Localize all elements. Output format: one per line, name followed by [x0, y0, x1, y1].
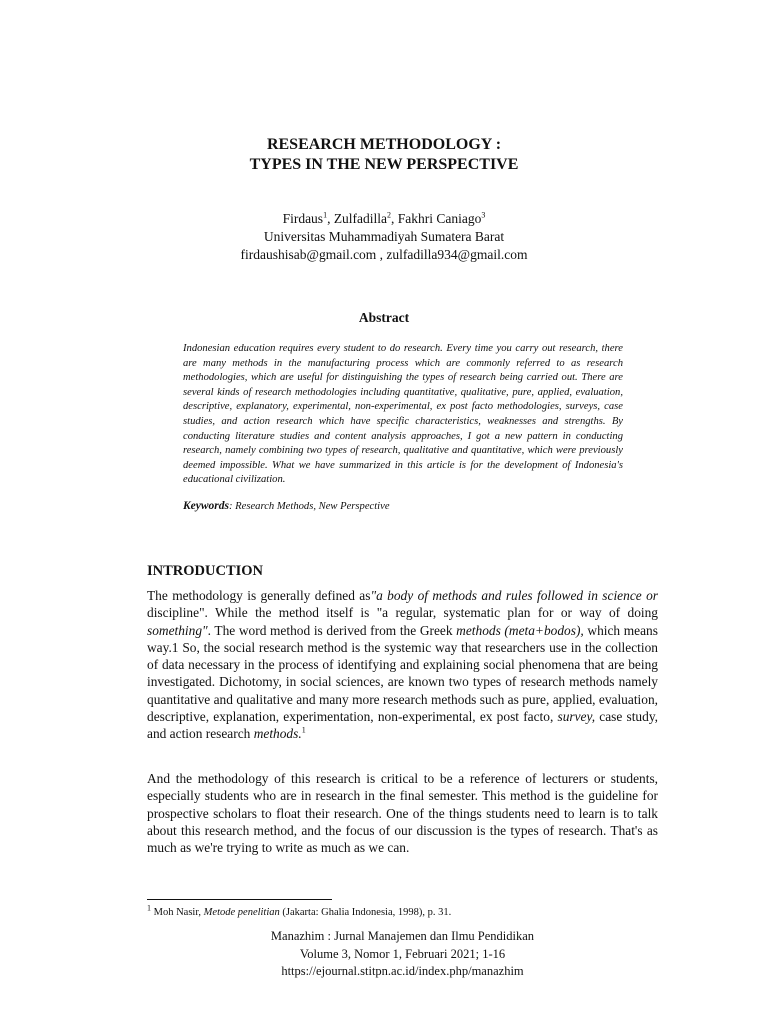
author-affiliation-mark: 1 — [323, 210, 328, 220]
author-block — [0, 210, 768, 264]
author-affiliation-mark: 2 — [387, 210, 392, 220]
keywords-line — [183, 499, 623, 514]
title-line-2: TYPES IN THE NEW PERSPECTIVE — [249, 156, 519, 173]
paragraph-segment: survey, — [557, 709, 596, 725]
paragraph-segment: methods. — [253, 726, 302, 742]
author-separator: , — [327, 211, 334, 226]
paragraph-segment: which means way.1 So, the social research method is the systemic way that researchers use in the collection of data necessary in the process of identifying and explaining social phenomena that are being investigated. Dichotomy, in social sciences, are known two types of research methods namely quantitative and qualitative and many more research methods such as pure, applied, evaluation, descriptive, explanation, experimentation, non-experimental, ex post facto, — [147, 622, 658, 725]
author-affiliation-mark: 3 — [481, 210, 486, 220]
abstract-heading: Abstract — [358, 310, 410, 325]
footnote-author: Moh Nasir, — [151, 907, 204, 918]
footnote-work-title: Metode penelitian — [203, 907, 280, 918]
abstract-text: Indonesian education requires every student to do research. Every time you carry out research, there are many methods in the manufacturing process which are commonly referred to as research methodologies, which are useful for distinguishing the types of research being carried out. There are several kinds of research methodologies including quantitative, qualitative, pure, applied, evaluation, descriptive, explanatory, experimental, non-experimental, ex post facto methodologies, surveys, case studies, and action research which have specific characteristics, weaknesses and strengths. By conducting literature studies and content analysis approaches, I got a new pattern in conducting research, namely combining two types of research, qualitative and quantitative, which were previously deemed impossible. What we have summarized in this article is for the development of Indonesia's educational civilization. — [183, 343, 623, 486]
author-name: Zulfadilla — [333, 211, 388, 226]
author-emails: firdaushisab@gmail.com , zulfadilla934@gmail.com — [240, 247, 528, 262]
footnote-1 — [147, 903, 667, 920]
paragraph-segment: "a body of methods and rules followed in science or — [370, 588, 658, 603]
footnote-publication: (Jakarta: Ghalia Indonesia, 1998), p. 31. — [279, 907, 452, 918]
paragraph-segment: something" — [147, 622, 208, 638]
section-heading-introduction: INTRODUCTION — [147, 563, 264, 579]
paragraph-segment: case study, and action research — [147, 709, 658, 742]
keywords-value: : Research Methods, New Perspective — [229, 501, 390, 512]
paragraph-segment: . The word method is derived from the Greek — [207, 622, 457, 638]
author-name: Firdaus — [282, 211, 324, 226]
footnote-separator — [147, 899, 332, 900]
paper-title — [0, 135, 768, 175]
author-names — [0, 210, 768, 228]
introduction-paragraph-2: And the methodology of this research is critical to be a reference of lecturers or students, especially students who are in research in the final semester. This method is the guideline for prospective scholars to float their research. One of the things students need to learn is to talk about this research method, and the focus of our discussion is the types of research. That's as much as we're trying to write as much as we can. — [147, 771, 658, 856]
author-separator: , — [391, 211, 398, 226]
footer-journal-name: Manazhim : Jurnal Manajemen dan Ilmu Pendidikan — [270, 929, 535, 943]
paragraph-segment: discipline". While the method itself is "a regular, systematic plan for or way of doing — [147, 605, 658, 621]
author-name: Fakhri Caniago — [397, 211, 482, 226]
paragraph-segment: The methodology is generally defined as — [147, 588, 371, 603]
introduction-paragraph-1 — [147, 587, 658, 743]
keywords-label: Keywords — [183, 500, 229, 512]
author-affiliation: Universitas Muhammadiyah Sumatera Barat — [263, 229, 505, 244]
paragraph-segment: methods (meta+bodos), — [456, 622, 584, 638]
journal-footer — [0, 928, 768, 981]
footnote-reference-mark[interactable]: 1 — [301, 725, 306, 735]
footnote-mark: 1 — [147, 903, 151, 913]
footer-url[interactable]: https://ejournal.stitpn.ac.id/index.php/manazhim — [281, 964, 524, 978]
footer-volume: Volume 3, Nomor 1, Februari 2021; 1-16 — [299, 946, 506, 961]
title-line-1: RESEARCH METHODOLOGY : — [266, 136, 502, 153]
